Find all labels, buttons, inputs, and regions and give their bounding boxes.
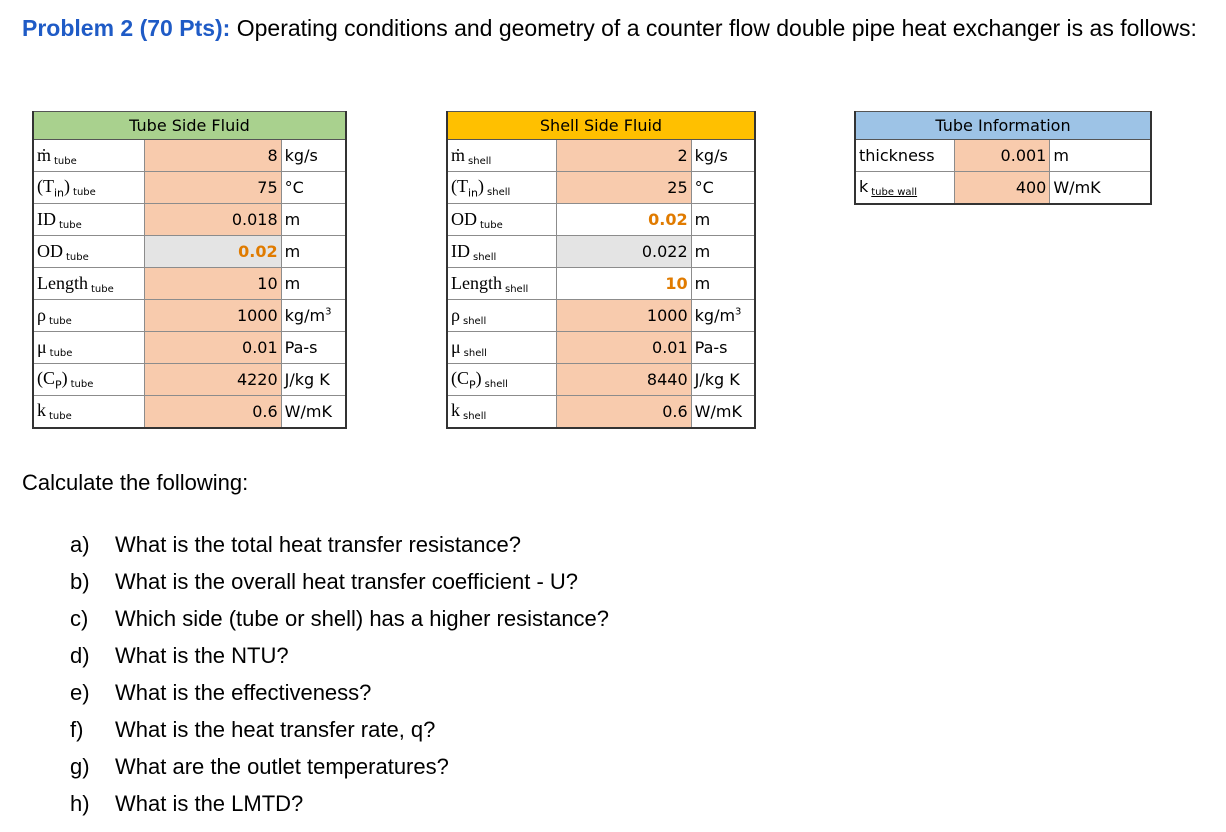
unit-cell <box>281 236 346 268</box>
unit-cell <box>281 172 346 204</box>
unit-cell <box>691 140 755 172</box>
value-cell: 0.022 <box>557 236 692 268</box>
value-cell: 0.02 <box>145 236 282 268</box>
table-row <box>33 172 346 204</box>
value-cell: 0.001 <box>955 140 1050 172</box>
tube-info-table <box>854 111 1152 205</box>
symbol-subscript: P <box>469 378 476 392</box>
row-label <box>33 364 145 396</box>
symbol: OD <box>37 240 63 261</box>
unit-cell <box>281 300 346 332</box>
unit-cell <box>281 268 346 300</box>
symbol: (C <box>451 367 469 388</box>
list-item <box>70 637 609 674</box>
value-cell: 4220 <box>145 364 282 396</box>
question-marker: b) <box>70 569 90 594</box>
table-row <box>33 236 346 268</box>
unit: W/mK <box>694 401 742 421</box>
row-label <box>33 204 145 236</box>
unit: m <box>284 210 301 229</box>
symbol-close: ) <box>64 175 71 196</box>
table-row <box>33 364 346 396</box>
symbol: k <box>451 400 460 421</box>
unit-superscript: 3 <box>325 306 332 318</box>
label-subscript: shell <box>463 411 487 423</box>
symbol-close: ) <box>478 175 485 196</box>
value-cell: 10 <box>145 268 282 300</box>
question-marker: a) <box>70 532 90 557</box>
table-row <box>447 332 755 364</box>
unit: m <box>694 274 711 293</box>
table-row <box>447 268 755 300</box>
symbol: Length <box>451 272 502 293</box>
list-item <box>70 526 609 563</box>
symbol: ρ <box>37 304 46 325</box>
value-cell: 1000 <box>557 300 692 332</box>
unit: kg/s <box>694 146 728 165</box>
unit: m <box>284 242 301 261</box>
row-label <box>33 236 145 268</box>
label-subscript: tube <box>49 347 73 359</box>
table-row <box>447 140 755 172</box>
tube-table-title: Tube Side Fluid <box>33 112 346 140</box>
label-subscript: tube <box>59 219 82 231</box>
label-subscript: shell <box>487 186 511 198</box>
question-list <box>70 526 609 822</box>
list-item <box>70 674 609 711</box>
symbol-close: ) <box>61 367 68 388</box>
unit-cell: W/mK <box>1050 172 1151 204</box>
question-text: Which side (tube or shell) has a higher resistance? <box>115 606 610 631</box>
unit: W/mK <box>284 401 332 421</box>
list-item <box>70 563 609 600</box>
symbol-subscript: in <box>468 186 479 200</box>
row-label <box>33 172 145 204</box>
row-label <box>33 300 145 332</box>
shell-side-table <box>446 111 756 429</box>
unit: m <box>694 242 711 261</box>
label-subscript: shell <box>463 347 487 359</box>
row-label <box>33 332 145 364</box>
problem-label: Problem 2 (70 Pts): <box>22 15 231 41</box>
unit: kg/m <box>694 306 736 325</box>
value-cell: 0.6 <box>557 396 692 428</box>
table-row <box>447 364 755 396</box>
row-label <box>447 172 557 204</box>
symbol: μ <box>37 336 47 357</box>
value-cell: 2 <box>557 140 692 172</box>
unit: kg/s <box>284 146 318 165</box>
row-label <box>447 268 557 300</box>
unit-cell <box>281 396 346 428</box>
row-label <box>33 268 145 300</box>
label-subscript: shell <box>505 283 529 295</box>
label-subscript: tube wall <box>871 186 918 198</box>
question-marker: c) <box>70 606 89 631</box>
label-subscript: shell <box>462 315 487 327</box>
row-label <box>33 396 145 428</box>
table-row <box>855 172 1151 204</box>
unit: m <box>284 274 301 293</box>
question-marker: d) <box>70 643 90 668</box>
row-label <box>447 236 557 268</box>
list-item <box>70 600 609 637</box>
row-label <box>855 172 955 204</box>
tube-side-table <box>32 111 347 429</box>
question-marker: f) <box>70 717 84 742</box>
label-subscript: tube <box>49 411 72 423</box>
question-text: What is the overall heat transfer coefficient - U? <box>115 569 579 594</box>
unit-cell <box>281 204 346 236</box>
table-row <box>33 332 346 364</box>
label: thickness <box>859 146 935 165</box>
row-label <box>855 140 955 172</box>
unit-cell <box>691 268 755 300</box>
value-cell: 8 <box>145 140 282 172</box>
question-text: What is the LMTD? <box>115 791 304 816</box>
question-text: What is the effectiveness? <box>115 680 372 705</box>
label-subscript: tube <box>91 283 114 295</box>
symbol: ID <box>37 208 56 229</box>
problem-text: Operating conditions and geometry of a counter flow double pipe heat exchanger is as follows: <box>230 15 1197 41</box>
table-row <box>855 140 1151 172</box>
unit-cell <box>691 332 755 364</box>
symbol: Length <box>37 272 88 293</box>
symbol: ṁ <box>451 144 466 165</box>
value-cell: 0.6 <box>145 396 282 428</box>
label: k <box>859 176 869 196</box>
unit-cell <box>691 300 755 332</box>
table-row <box>33 204 346 236</box>
info-table-title: Tube Information <box>855 112 1151 140</box>
symbol: ρ <box>451 304 460 325</box>
symbol: (T <box>451 175 468 196</box>
label-subscript: tube <box>73 186 96 198</box>
unit-superscript: 3 <box>735 306 742 318</box>
row-label <box>447 204 557 236</box>
table-row <box>447 204 755 236</box>
table-row <box>33 268 346 300</box>
value-cell: 25 <box>557 172 692 204</box>
problem-statement <box>22 10 1212 47</box>
symbol: (C <box>37 367 55 388</box>
list-item <box>70 711 609 748</box>
value-cell: 75 <box>145 172 282 204</box>
label-subscript: tube <box>54 155 77 167</box>
calculate-label: Calculate the following: <box>22 470 249 495</box>
list-item <box>70 748 609 785</box>
value-cell: 400 <box>955 172 1050 204</box>
row-label <box>447 300 557 332</box>
value-cell: 10 <box>557 268 692 300</box>
question-text: What is the NTU? <box>115 643 289 668</box>
symbol: k <box>37 400 46 421</box>
table-row <box>447 396 755 428</box>
unit-cell <box>691 236 755 268</box>
symbol: ID <box>451 240 470 261</box>
symbol: (T <box>37 175 54 196</box>
row-label <box>33 140 145 172</box>
question-text: What is the heat transfer rate, q? <box>115 717 436 742</box>
label-subscript: tube <box>48 315 72 327</box>
label-subscript: tube <box>70 378 94 390</box>
unit: °C <box>694 178 714 197</box>
unit-cell <box>691 364 755 396</box>
table-row <box>447 236 755 268</box>
symbol: μ <box>451 336 461 357</box>
unit: m <box>694 210 711 229</box>
row-label <box>447 396 557 428</box>
symbol: ṁ <box>37 144 52 165</box>
unit: Pa-s <box>284 338 318 357</box>
question-marker: g) <box>70 754 90 779</box>
table-row <box>447 300 755 332</box>
unit-cell <box>691 204 755 236</box>
symbol-subscript: in <box>54 186 65 200</box>
value-cell: 0.01 <box>557 332 692 364</box>
unit-cell <box>281 364 346 396</box>
value-cell: 0.018 <box>145 204 282 236</box>
row-label <box>447 140 557 172</box>
unit-cell <box>281 140 346 172</box>
question-marker: h) <box>70 791 90 816</box>
list-item <box>70 785 609 822</box>
value-cell: 8440 <box>557 364 692 396</box>
symbol-subscript: P <box>55 378 62 392</box>
question-text: What are the outlet temperatures? <box>115 754 449 779</box>
question-text: What is the total heat transfer resistance? <box>115 532 521 557</box>
table-row <box>33 396 346 428</box>
label-subscript: tube <box>66 251 89 263</box>
question-marker: e) <box>70 680 90 705</box>
shell-table-title: Shell Side Fluid <box>447 112 755 140</box>
label-subscript: tube <box>480 219 503 231</box>
symbol-close: ) <box>475 367 482 388</box>
symbol: OD <box>451 208 477 229</box>
unit-cell <box>281 332 346 364</box>
row-label <box>447 364 557 396</box>
label-subscript: shell <box>473 251 497 263</box>
label-subscript: shell <box>468 155 492 167</box>
value-cell: 0.01 <box>145 332 282 364</box>
unit: kg/m <box>284 306 326 325</box>
unit-cell <box>691 396 755 428</box>
unit-cell: m <box>1050 140 1151 172</box>
unit: J/kg K <box>694 370 740 389</box>
unit: J/kg K <box>284 370 330 389</box>
label-subscript: shell <box>484 378 508 390</box>
unit: °C <box>284 178 304 197</box>
table-row <box>447 172 755 204</box>
value-cell: 0.02 <box>557 204 692 236</box>
value-cell: 1000 <box>145 300 282 332</box>
row-label <box>447 332 557 364</box>
unit-cell <box>691 172 755 204</box>
unit: Pa-s <box>694 338 728 357</box>
table-row <box>33 140 346 172</box>
table-row <box>33 300 346 332</box>
